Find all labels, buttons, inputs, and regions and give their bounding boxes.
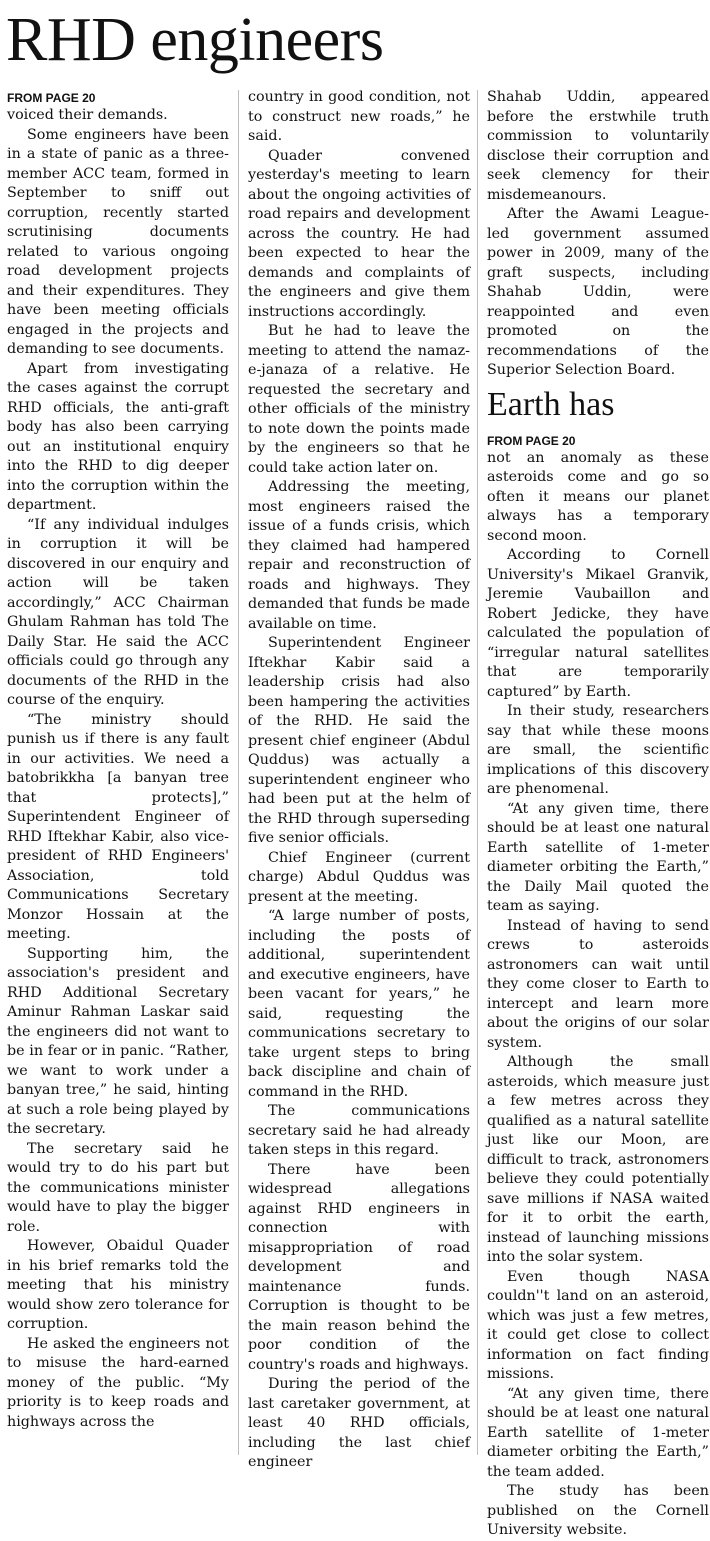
article-paragraph: In their study, researchers say that while these moons are small, the scientific implications of this discovery are phenomenal. [487,703,709,797]
article-paragraph: After the Awami League-led government assumed power in 2009, many of the graft suspects, including Shahab Uddin, were reappointed and even promoted on the recommendations of the Superior Selection Board. [487,206,709,378]
article-column-2 [248,88,470,1473]
article-paragraph: The communications secretary said he had already taken steps in this regard. [248,1103,470,1158]
article-paragraph: According to Cornell University's Mikael Granvik, Jeremie Vaubaillon and Robert Jedicke, they have calculated the population of “irregular natural satellites that are temporarily captured” by Earth. [487,547,709,700]
article-paragraph: Quader convened yesterday's meeting to learn about the ongoing activities of road repairs and development across the country. He had been expected to hear the demands and complaints of the engineers and give them instructions accordingly. [248,147,470,320]
article-paragraph: Instead of having to send crews to asteroids astronomers can wait until they come closer to Earth to intercept and learn more about the origins of our solar system. [487,917,709,1051]
article-paragraph: Some engineers have been in a state of panic as a three-member ACC team, formed in September to sniff out corruption, recently started scrutinising documents related to various ongoing road development projects and their expenditures. They have been meeting officials engaged in the projects and demanding to see documents. [7,126,229,357]
article-paragraph: Even though NASA couldn''t land on an asteroid, which was just a few metres, it could get close to collect information on fact finding missions. [487,1268,709,1382]
article-paragraph: Supporting him, the association's president and RHD Additional Secretary Aminur Rahman Laskar said the engineers did not want to be in fear or in panic. “Rather, we want to work under a banyan tree,” he said, hinting at such a role being played by the secretary. [7,945,229,1137]
article-paragraph: country in good condition, not to construct new roads,” he said. [248,89,470,144]
article-paragraph: Addressing the meeting, most engineers raised the issue of a funds crisis, which they claimed had hampered repair and reconstruction of roads and highways. They demanded that funds be made available on time. [248,479,470,632]
article-paragraph: But he had to leave the meeting to attend the namaz-e-janaza of a relative. He requested the secretary and other officials of the ministry to note down the points made by the engineers so that he could take action later on. [248,323,470,476]
article-paragraph: Apart from investigating the cases against the corrupt RHD officials, the anti-graft body has also been carrying out an institutional enquiry into the RHD to dig deeper into the corruption within the department. [7,360,229,513]
article-paragraph: During the period of the last caretaker government, at least 40 RHD officials, including the last chief engineer [248,1376,470,1470]
article-paragraph: Superintendent Engineer Iftekhar Kabir said a leadership crisis had also been hampering the activities of the RHD. He said the present chief engineer (Abdul Quddus) was actually a superintendent engineer who had been put at the helm of the RHD through superseding five senior officials. [248,635,470,846]
article-paragraph: The secretary said he would try to do his part but the communications minister would have to play the bigger role. [7,1140,229,1235]
article-paragraph: “At any given time, there should be at least one natural Earth satellite of 1-meter diameter orbiting the Earth,” the Daily Mail quoted the team as saying. [487,800,709,914]
article-paragraph: not an anomaly as these asteroids come and go so often it means our planet always has a temporary second moon. [487,449,709,544]
article-paragraph: Chief Engineer (current charge) Abdul Quddus was present at the meeting. [248,849,470,905]
continued-from-label: FROM PAGE 20 [487,433,576,448]
article-column-1 [7,88,229,1432]
article-paragraph: “A large number of posts, including the posts of additional, superintendent and executive engineers, have been vacant for years,” he said, requesting the communications secretary to take urgent steps to bring back discipline and chain of command in the RHD. [248,908,470,1100]
article-paragraph: “If any individual indulges in corruption it will be discovered in our enquiry and action will be taken accordingly,” ACC Chairman Ghulam Rahman has told The Daily Star. He said the ACC officials could go through any documents of the RHD in the course of the enquiry. [7,516,229,708]
article-paragraph: “At any given time, there should be at least one natural Earth satellite of 1-meter diameter orbiting the Earth,” the team added. [487,1385,709,1480]
article-paragraph: He asked the engineers not to misuse the hard-earned money of the public. “My priority is to keep roads and highways across the [7,1335,229,1430]
second-story-headline: Earth has [487,385,615,423]
column-divider [238,90,239,1455]
article-paragraph: Shahab Uddin, appeared before the erstwhile truth commission to voluntarily disclose their corruption and seek clemency for their misdemeanours. [487,89,709,203]
main-headline: RHD engineers [6,6,384,74]
article-paragraph: There have been widespread allegations against RHD engineers in connection with misappropriation of road development and maintenance funds. Corruption is thought to be the main reason behind the poor condition of the country's roads and highways. [248,1161,470,1373]
article-paragraph: The study has been published on the Cornell University website. [487,1483,709,1538]
article-column-3 [487,88,709,1541]
article-paragraph: Although the small asteroids, which measure just a few metres across they qualified as a natural satellite just like our Moon, are difficult to track, astronomers believe they could potentially save millions if NASA waited for it to orbit the earth, instead of launching missions into the solar system. [487,1054,709,1265]
article-paragraph: voiced their demands. [7,107,168,123]
article-paragraph: However, Obaidul Quader in his brief remarks told the meeting that his ministry would show zero tolerance for corruption. [7,1238,229,1332]
article-paragraph: “The ministry should punish us if there is any fault in our activities. We need a batobrikkha [a banyan tree that protects],” Superintendent Engineer of RHD Iftekhar Kabir, also vice-president of RHD Engineers' Association, told Communications Secretary Monzor Hossain at the meeting. [7,711,229,942]
continued-from-label: FROM PAGE 20 [7,91,96,105]
column-divider [477,90,478,1455]
